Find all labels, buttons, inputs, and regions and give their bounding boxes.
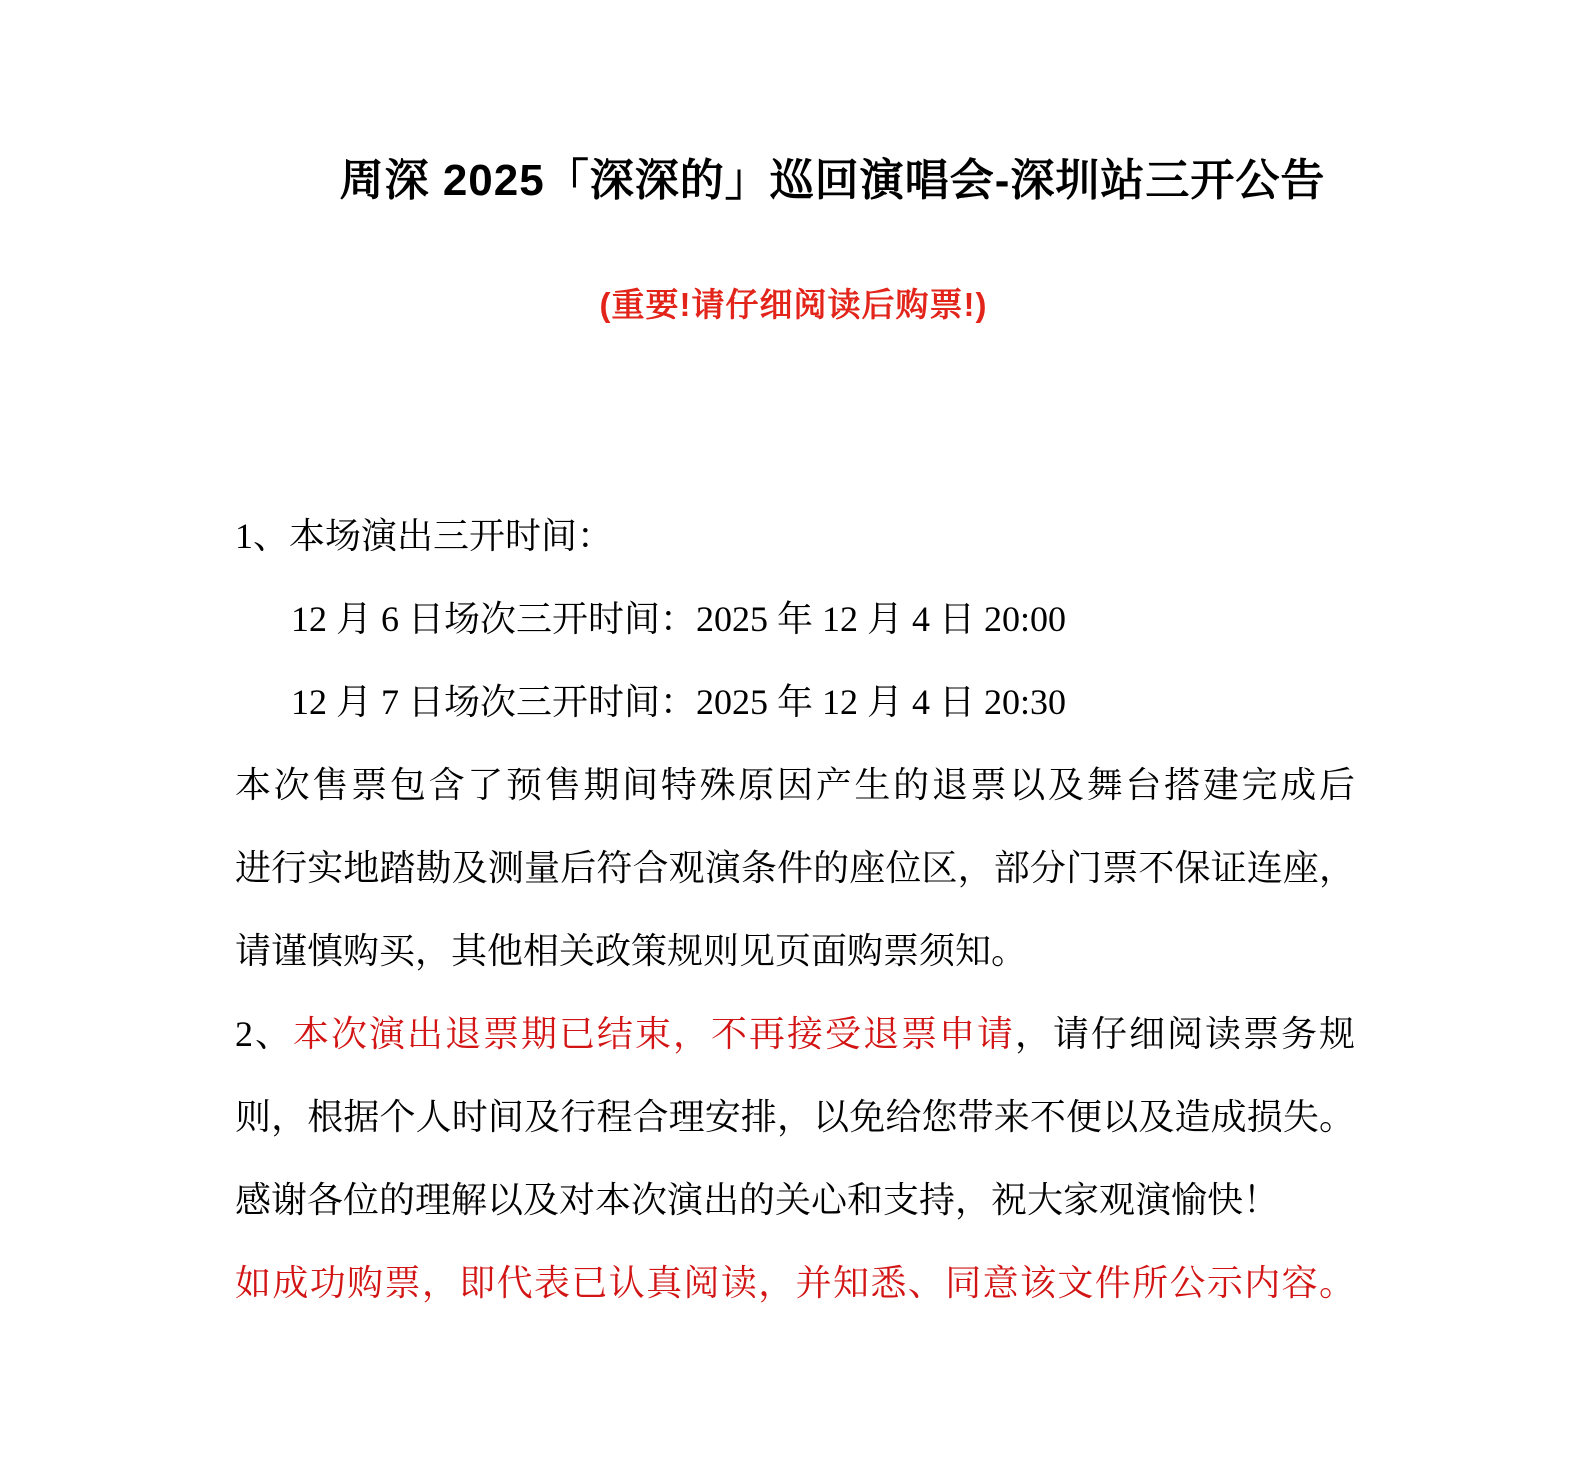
text-segment: 进行实地踏勘及测量后符合观演条件的座位区，部分门票不保证连座，: [235, 848, 1355, 888]
body-line: [235, 744, 1355, 827]
document-body: [235, 495, 1355, 1325]
body-line: [235, 910, 1355, 993]
text-segment: 12 月 7 日场次三开时间：2025 年 12 月 4 日 20:30: [291, 682, 1067, 722]
text-segment: 1、本场演出三开时间：: [235, 516, 614, 556]
body-line: [235, 993, 1355, 1076]
body-line: [235, 1159, 1355, 1242]
text-segment: 则，根据个人时间及行程合理安排，以免给您带来不便以及造成损失。: [235, 1097, 1355, 1137]
text-segment: 2、: [235, 1014, 293, 1054]
text-segment: 感谢各位的理解以及对本次演出的关心和支持，祝大家观演愉快！: [235, 1180, 1280, 1220]
text-segment: 12 月 6 日场次三开时间：2025 年 12 月 4 日 20:00: [291, 599, 1067, 639]
body-line: [235, 1076, 1355, 1159]
body-line: [235, 495, 1355, 578]
text-segment: 请谨慎购买，其他相关政策规则见页面购票须知。: [235, 931, 1028, 971]
text-segment: 本次售票包含了预售期间特殊原因产生的退票以及舞台搭建完成后: [235, 765, 1355, 805]
body-line: [235, 578, 1355, 661]
document-title: 周深 2025「深深的」巡回演唱会-深圳站三开公告: [339, 156, 1326, 205]
body-line: [235, 661, 1355, 744]
document-subtitle: (重要!请仔细阅读后购票!): [599, 286, 988, 323]
body-line: [235, 1242, 1355, 1325]
emphasized-red-text: 如成功购票，即代表已认真阅读，并知悉、同意该文件所公示内容。: [235, 1263, 1355, 1303]
text-segment: ，请仔细阅读票务规: [1014, 1014, 1355, 1054]
emphasized-red-text: 本次演出退票期已结束，不再接受退票申请: [293, 1014, 1015, 1054]
body-line: [235, 827, 1355, 910]
